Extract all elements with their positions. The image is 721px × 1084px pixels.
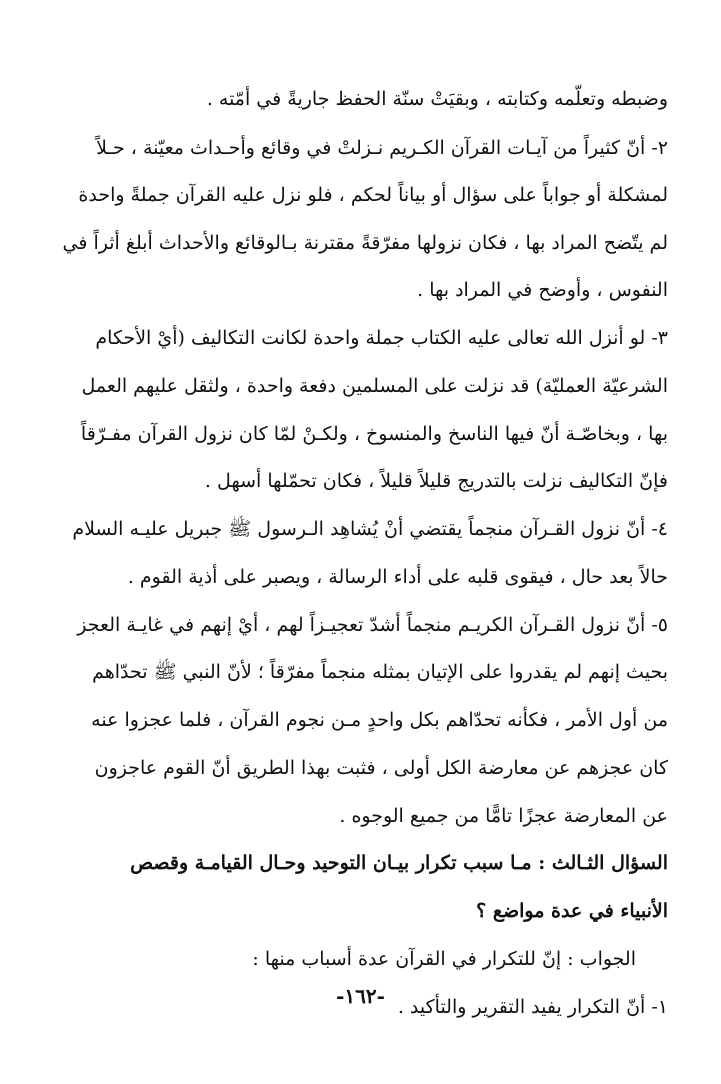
point-2-line-2: لمشكلة أو جواباً على سؤال أو بياناً لحكم ، فلو نزل عليه القرآن جملةً واحدة bbox=[78, 184, 668, 206]
point-3-line-3: بها ، وبخاصّـة أنّ فيها الناسخ والمنسوخ ، ولكـنْ لمّا كان نزول القرآن مفـرّقاً bbox=[80, 423, 668, 445]
text-line-1: وضبطه وتعلّمه وكتابته ، وبقيَتْ سنّة الحفظ جاريةً في أمّته . bbox=[206, 88, 668, 110]
point-2-line-4: النفوس ، وأوضح في المراد بها . bbox=[417, 279, 668, 301]
point-2-line-3: لم يتّضح المراد بها ، فكان نزولها مفرّقةً مقترنة بـالوقائع والأحداث أبلغ أثراً في bbox=[62, 232, 668, 254]
point-3-line-2: الشرعيّة العمليّة) قد نزلت على المسلمين دفعة واحدة ، ولثقل عليهم العمل bbox=[81, 375, 668, 397]
point-2-line-1: ٢- أنّ كثيراً من آيـات القرآن الكـريم نـزلتْ في وقائع وأحـداث معيّنة ، حـلاً bbox=[96, 137, 668, 159]
answer-intro: الجواب : إنّ للتكرار في القرآن عدة أسباب منها : bbox=[252, 948, 636, 970]
question-3-line-1: السؤال الثـالث : مـا سبب تكرار بيـان التوحيد وحـال القيامـة وقصص bbox=[130, 852, 668, 874]
point-3-line-4: فإنّ التكاليف نزلت بالتدريج قليلاً قليلاً ، فكان تحمّلها أسهل . bbox=[204, 470, 668, 492]
point-5-line-2: بحيث إنهم لم يقدروا على الإتيان بمثله منجماً مفرّقاً ؛ لأنّ النبي ﷺ تحدّاهم bbox=[92, 661, 668, 683]
point-5-line-5: عن المعارضة عجزًا تامًّا من جميع الوجوه . bbox=[339, 805, 668, 827]
point-4-line-2: حالاً بعد حال ، فيقوى قلبه على أداء الرسالة ، ويصبر على أذية القوم . bbox=[127, 566, 668, 588]
page-number: -١٦٢- bbox=[336, 984, 385, 1008]
point-5-line-4: كان عجزهم عن معارضة الكل أولى ، فثبت بهذا الطريق أنّ القوم عاجزون bbox=[94, 757, 668, 779]
point-5-line-1: ٥- أنّ نزول القـرآن الكريـم منجماً أشدّ تعجيـزاً لهم ، أيْ إنهم في غايـة العجز bbox=[77, 614, 668, 636]
question-3-line-2: الأنبياء في عدة مواضع ؟ bbox=[476, 900, 668, 922]
point-5-line-3: من أول الأمر ، فكأنه تحدّاهم بكل واحدٍ مـن نجوم القرآن ، فلما عجزوا عنه bbox=[91, 709, 668, 731]
answer-point-1: ١- أنّ التكرار يفيد التقرير والتأكيد . bbox=[397, 996, 668, 1018]
point-4-line-1: ٤- أنّ نزول القـرآن منجماً يقتضي أنْ يُشاهِد الـرسول ﷺ جبريل عليـه السلام bbox=[72, 518, 668, 540]
point-3-line-1: ٣- لو أنزل الله تعالى عليه الكتاب جملة واحدة لكانت التكاليف (أيْ الأحكام bbox=[95, 327, 668, 349]
